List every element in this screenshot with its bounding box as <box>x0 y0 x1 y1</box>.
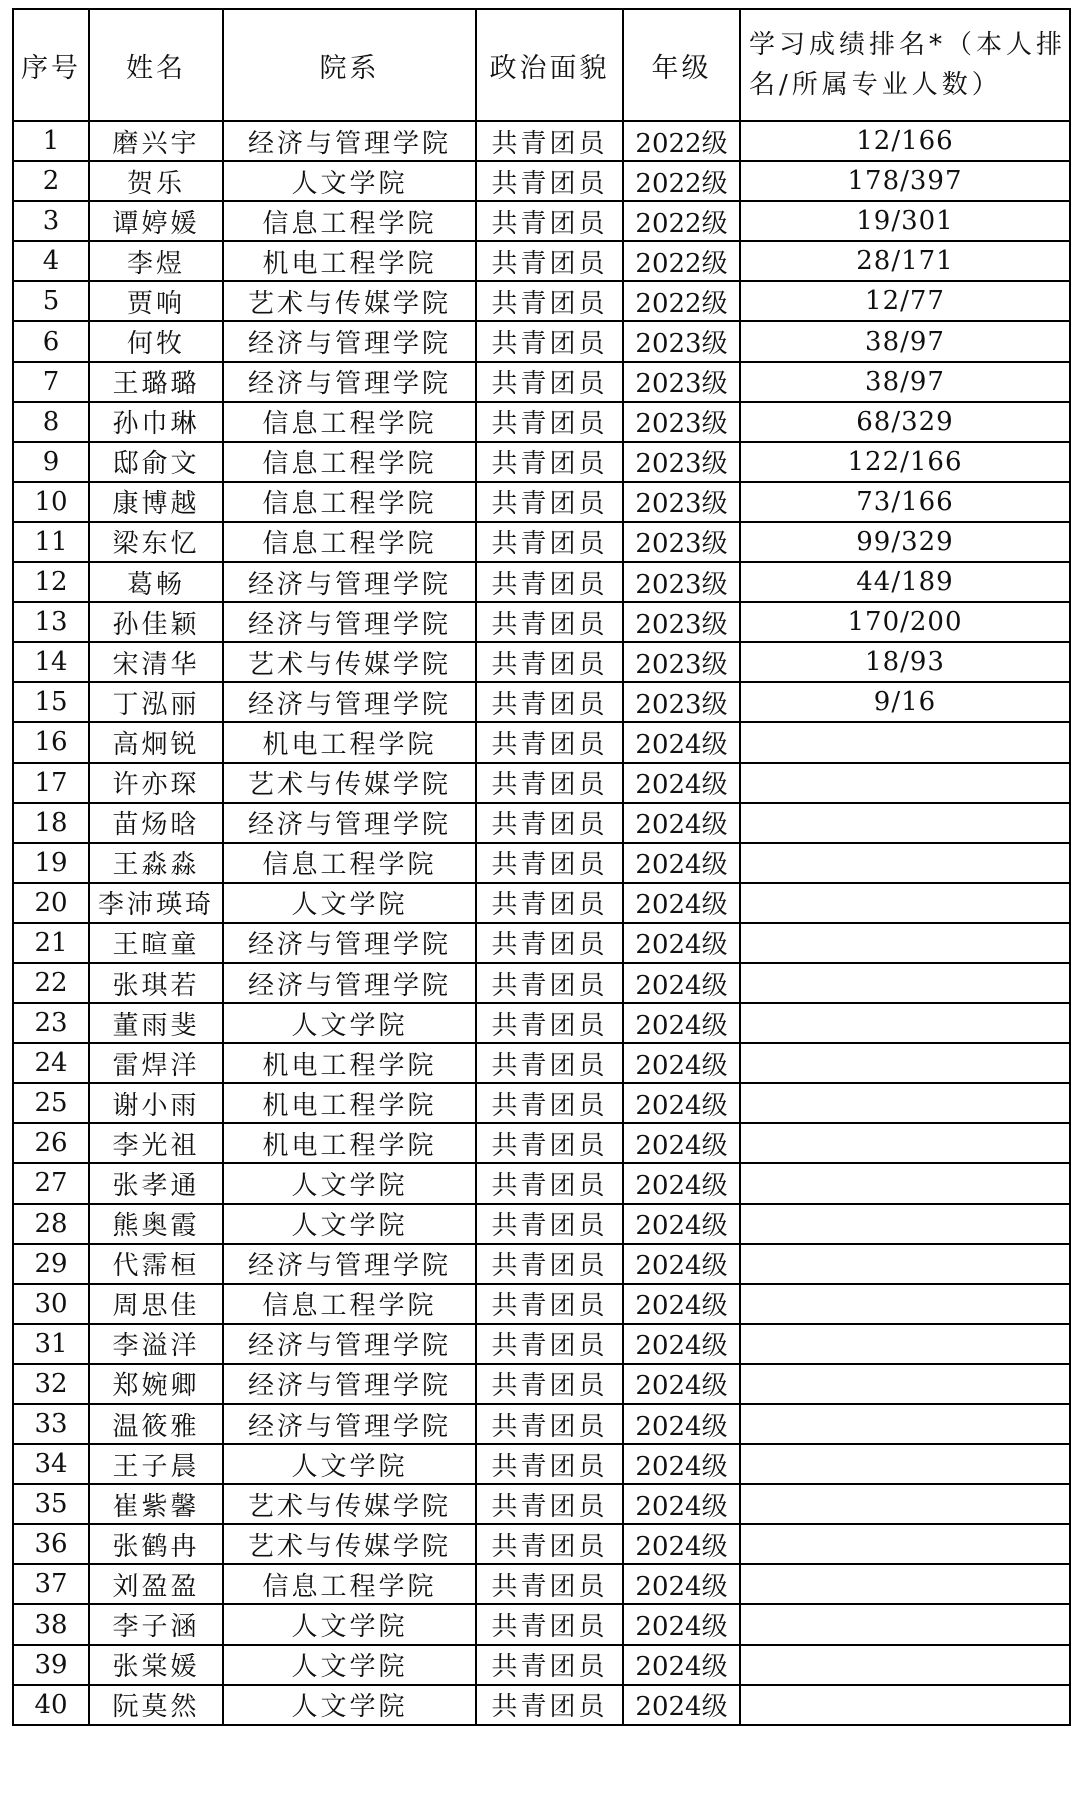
cell-name: 崔紫馨 <box>89 1484 223 1524</box>
table-row <box>13 1163 1070 1203</box>
cell-department: 信息工程学院 <box>223 1284 476 1324</box>
cell-rank: 68/329 <box>740 402 1070 442</box>
cell-grade: 2024级 <box>623 722 740 762</box>
table-row <box>13 1123 1070 1163</box>
cell-rank <box>740 1524 1070 1564</box>
cell-name: 李溢洋 <box>89 1324 223 1364</box>
cell-index: 38 <box>13 1604 89 1644</box>
cell-index: 29 <box>13 1244 89 1284</box>
table-row <box>13 1204 1070 1244</box>
cell-department: 经济与管理学院 <box>223 362 476 402</box>
cell-political-status: 共青团员 <box>476 522 623 562</box>
cell-department: 经济与管理学院 <box>223 803 476 843</box>
table-row <box>13 562 1070 602</box>
table-body <box>13 121 1070 1725</box>
cell-political-status: 共青团员 <box>476 803 623 843</box>
cell-rank: 38/97 <box>740 362 1070 402</box>
table-row <box>13 1685 1070 1725</box>
cell-political-status: 共青团员 <box>476 442 623 482</box>
cell-name: 代霈桓 <box>89 1244 223 1284</box>
cell-index: 18 <box>13 803 89 843</box>
cell-name: 王璐璐 <box>89 362 223 402</box>
table-row <box>13 201 1070 241</box>
cell-political-status: 共青团员 <box>476 1163 623 1203</box>
cell-department: 经济与管理学院 <box>223 1404 476 1444</box>
table-row <box>13 1244 1070 1284</box>
cell-department: 人文学院 <box>223 161 476 201</box>
cell-political-status: 共青团员 <box>476 923 623 963</box>
cell-political-status: 共青团员 <box>476 161 623 201</box>
cell-department: 经济与管理学院 <box>223 321 476 361</box>
cell-index: 37 <box>13 1564 89 1604</box>
table-row <box>13 1444 1070 1484</box>
table-row <box>13 1524 1070 1564</box>
header-rank: 学习成绩排名*（本人排名/所属专业人数） <box>740 9 1070 121</box>
cell-rank <box>740 722 1070 762</box>
cell-rank: 19/301 <box>740 201 1070 241</box>
cell-name: 宋清华 <box>89 642 223 682</box>
cell-index: 30 <box>13 1284 89 1324</box>
cell-grade: 2024级 <box>623 963 740 1003</box>
cell-department: 经济与管理学院 <box>223 121 476 161</box>
cell-grade: 2024级 <box>623 1524 740 1564</box>
cell-rank: 44/189 <box>740 562 1070 602</box>
cell-grade: 2024级 <box>623 923 740 963</box>
cell-name: 丁泓丽 <box>89 682 223 722</box>
table-row <box>13 1083 1070 1123</box>
cell-department: 信息工程学院 <box>223 1564 476 1604</box>
cell-political-status: 共青团员 <box>476 402 623 442</box>
cell-name: 张鹤冉 <box>89 1524 223 1564</box>
table-row <box>13 763 1070 803</box>
cell-index: 1 <box>13 121 89 161</box>
cell-political-status: 共青团员 <box>476 1685 623 1725</box>
cell-rank <box>740 883 1070 923</box>
cell-name: 何牧 <box>89 321 223 361</box>
cell-grade: 2024级 <box>623 1404 740 1444</box>
table-row <box>13 1284 1070 1324</box>
cell-index: 8 <box>13 402 89 442</box>
cell-rank <box>740 1083 1070 1123</box>
table-row <box>13 482 1070 522</box>
table-row <box>13 1404 1070 1444</box>
table-row <box>13 642 1070 682</box>
cell-grade: 2023级 <box>623 442 740 482</box>
cell-political-status: 共青团员 <box>476 1324 623 1364</box>
cell-name: 郑婉卿 <box>89 1364 223 1404</box>
cell-rank <box>740 763 1070 803</box>
cell-index: 10 <box>13 482 89 522</box>
cell-rank: 18/93 <box>740 642 1070 682</box>
cell-index: 35 <box>13 1484 89 1524</box>
table-row <box>13 843 1070 883</box>
cell-political-status: 共青团员 <box>476 883 623 923</box>
table-row <box>13 1003 1070 1043</box>
cell-grade: 2024级 <box>623 843 740 883</box>
cell-grade: 2022级 <box>623 161 740 201</box>
cell-department: 经济与管理学院 <box>223 602 476 642</box>
cell-index: 22 <box>13 963 89 1003</box>
cell-rank: 38/97 <box>740 321 1070 361</box>
table-row <box>13 1324 1070 1364</box>
table-row <box>13 1484 1070 1524</box>
cell-index: 26 <box>13 1123 89 1163</box>
cell-grade: 2023级 <box>623 522 740 562</box>
cell-name: 高炯锐 <box>89 722 223 762</box>
cell-rank: 99/329 <box>740 522 1070 562</box>
cell-grade: 2024级 <box>623 1163 740 1203</box>
cell-name: 康博越 <box>89 482 223 522</box>
cell-grade: 2022级 <box>623 201 740 241</box>
cell-department: 人文学院 <box>223 1685 476 1725</box>
cell-political-status: 共青团员 <box>476 843 623 883</box>
cell-index: 9 <box>13 442 89 482</box>
cell-index: 21 <box>13 923 89 963</box>
cell-rank <box>740 1284 1070 1324</box>
cell-department: 信息工程学院 <box>223 201 476 241</box>
cell-name: 董雨斐 <box>89 1003 223 1043</box>
cell-political-status: 共青团员 <box>476 1244 623 1284</box>
cell-grade: 2023级 <box>623 602 740 642</box>
cell-name: 熊奥霞 <box>89 1204 223 1244</box>
cell-grade: 2024级 <box>623 1123 740 1163</box>
cell-department: 机电工程学院 <box>223 1123 476 1163</box>
cell-name: 苗炀晗 <box>89 803 223 843</box>
cell-political-status: 共青团员 <box>476 1364 623 1404</box>
cell-index: 15 <box>13 682 89 722</box>
cell-grade: 2024级 <box>623 763 740 803</box>
cell-index: 25 <box>13 1083 89 1123</box>
cell-rank <box>740 1043 1070 1083</box>
cell-department: 人文学院 <box>223 883 476 923</box>
table-row <box>13 1564 1070 1604</box>
cell-political-status: 共青团员 <box>476 201 623 241</box>
cell-name: 葛畅 <box>89 562 223 602</box>
cell-grade: 2024级 <box>623 1284 740 1324</box>
cell-department: 机电工程学院 <box>223 241 476 281</box>
cell-department: 经济与管理学院 <box>223 1364 476 1404</box>
table-row <box>13 161 1070 201</box>
cell-name: 刘盈盈 <box>89 1564 223 1604</box>
cell-index: 28 <box>13 1204 89 1244</box>
cell-rank: 28/171 <box>740 241 1070 281</box>
cell-grade: 2023级 <box>623 682 740 722</box>
cell-rank <box>740 1003 1070 1043</box>
cell-political-status: 共青团员 <box>476 682 623 722</box>
cell-index: 7 <box>13 362 89 402</box>
cell-political-status: 共青团员 <box>476 642 623 682</box>
table-header-row <box>13 9 1070 121</box>
cell-grade: 2024级 <box>623 1043 740 1083</box>
cell-grade: 2024级 <box>623 1324 740 1364</box>
cell-index: 36 <box>13 1524 89 1564</box>
cell-grade: 2023级 <box>623 402 740 442</box>
cell-political-status: 共青团员 <box>476 722 623 762</box>
cell-political-status: 共青团员 <box>476 321 623 361</box>
cell-rank: 12/77 <box>740 281 1070 321</box>
cell-rank: 170/200 <box>740 602 1070 642</box>
cell-rank <box>740 1244 1070 1284</box>
cell-grade: 2024级 <box>623 803 740 843</box>
cell-index: 6 <box>13 321 89 361</box>
cell-name: 贺乐 <box>89 161 223 201</box>
cell-department: 信息工程学院 <box>223 522 476 562</box>
table-row <box>13 602 1070 642</box>
cell-department: 机电工程学院 <box>223 1043 476 1083</box>
cell-department: 人文学院 <box>223 1163 476 1203</box>
cell-name: 孙巾琳 <box>89 402 223 442</box>
cell-grade: 2024级 <box>623 883 740 923</box>
cell-grade: 2024级 <box>623 1444 740 1484</box>
cell-rank <box>740 1324 1070 1364</box>
cell-political-status: 共青团员 <box>476 281 623 321</box>
cell-political-status: 共青团员 <box>476 562 623 602</box>
cell-index: 17 <box>13 763 89 803</box>
cell-rank <box>740 1484 1070 1524</box>
header-grade: 年级 <box>623 9 740 121</box>
cell-index: 31 <box>13 1324 89 1364</box>
cell-index: 23 <box>13 1003 89 1043</box>
cell-name: 张棠媛 <box>89 1645 223 1685</box>
cell-rank: 122/166 <box>740 442 1070 482</box>
cell-department: 机电工程学院 <box>223 1083 476 1123</box>
cell-department: 经济与管理学院 <box>223 923 476 963</box>
cell-grade: 2023级 <box>623 321 740 361</box>
cell-grade: 2024级 <box>623 1204 740 1244</box>
cell-rank <box>740 1685 1070 1725</box>
cell-grade: 2024级 <box>623 1604 740 1644</box>
cell-grade: 2024级 <box>623 1244 740 1284</box>
cell-name: 张孝通 <box>89 1163 223 1203</box>
cell-name: 雷焊洋 <box>89 1043 223 1083</box>
cell-index: 40 <box>13 1685 89 1725</box>
cell-index: 14 <box>13 642 89 682</box>
cell-index: 27 <box>13 1163 89 1203</box>
cell-rank <box>740 1404 1070 1444</box>
cell-rank <box>740 1204 1070 1244</box>
header-political-status: 政治面貌 <box>476 9 623 121</box>
cell-index: 11 <box>13 522 89 562</box>
table-row <box>13 121 1070 161</box>
cell-rank: 9/16 <box>740 682 1070 722</box>
cell-political-status: 共青团员 <box>476 1284 623 1324</box>
cell-name: 孙佳颖 <box>89 602 223 642</box>
table-row <box>13 241 1070 281</box>
cell-political-status: 共青团员 <box>476 1083 623 1123</box>
cell-political-status: 共青团员 <box>476 1524 623 1564</box>
cell-name: 温筱雅 <box>89 1404 223 1444</box>
cell-rank <box>740 1604 1070 1644</box>
cell-department: 人文学院 <box>223 1645 476 1685</box>
cell-grade: 2024级 <box>623 1564 740 1604</box>
cell-name: 王淼淼 <box>89 843 223 883</box>
cell-department: 艺术与传媒学院 <box>223 1524 476 1564</box>
cell-political-status: 共青团员 <box>476 1444 623 1484</box>
table-row <box>13 883 1070 923</box>
cell-political-status: 共青团员 <box>476 1123 623 1163</box>
cell-political-status: 共青团员 <box>476 1204 623 1244</box>
table-row <box>13 1364 1070 1404</box>
table-row <box>13 1645 1070 1685</box>
cell-department: 信息工程学院 <box>223 843 476 883</box>
cell-grade: 2024级 <box>623 1364 740 1404</box>
table-row <box>13 722 1070 762</box>
cell-index: 39 <box>13 1645 89 1685</box>
cell-index: 12 <box>13 562 89 602</box>
cell-index: 16 <box>13 722 89 762</box>
table-row <box>13 1043 1070 1083</box>
cell-grade: 2024级 <box>623 1645 740 1685</box>
cell-index: 20 <box>13 883 89 923</box>
cell-grade: 2022级 <box>623 121 740 161</box>
cell-name: 周思佳 <box>89 1284 223 1324</box>
cell-department: 经济与管理学院 <box>223 963 476 1003</box>
cell-department: 艺术与传媒学院 <box>223 642 476 682</box>
cell-department: 人文学院 <box>223 1444 476 1484</box>
cell-index: 3 <box>13 201 89 241</box>
cell-rank <box>740 1123 1070 1163</box>
cell-rank <box>740 843 1070 883</box>
cell-grade: 2023级 <box>623 642 740 682</box>
cell-index: 2 <box>13 161 89 201</box>
cell-department: 艺术与传媒学院 <box>223 1484 476 1524</box>
cell-political-status: 共青团员 <box>476 1404 623 1444</box>
cell-rank <box>740 1444 1070 1484</box>
cell-political-status: 共青团员 <box>476 482 623 522</box>
table-row <box>13 963 1070 1003</box>
cell-political-status: 共青团员 <box>476 362 623 402</box>
header-name: 姓名 <box>89 9 223 121</box>
cell-index: 13 <box>13 602 89 642</box>
cell-department: 信息工程学院 <box>223 482 476 522</box>
cell-rank: 178/397 <box>740 161 1070 201</box>
cell-political-status: 共青团员 <box>476 1564 623 1604</box>
cell-name: 梁东忆 <box>89 522 223 562</box>
cell-grade: 2024级 <box>623 1484 740 1524</box>
cell-political-status: 共青团员 <box>476 241 623 281</box>
cell-name: 磨兴宇 <box>89 121 223 161</box>
cell-department: 经济与管理学院 <box>223 682 476 722</box>
table-row <box>13 442 1070 482</box>
cell-name: 阮莫然 <box>89 1685 223 1725</box>
cell-political-status: 共青团员 <box>476 1043 623 1083</box>
cell-rank <box>740 1564 1070 1604</box>
cell-index: 5 <box>13 281 89 321</box>
cell-name: 李煜 <box>89 241 223 281</box>
cell-rank <box>740 1645 1070 1685</box>
cell-rank <box>740 923 1070 963</box>
cell-department: 机电工程学院 <box>223 722 476 762</box>
cell-department: 经济与管理学院 <box>223 1244 476 1284</box>
cell-grade: 2024级 <box>623 1003 740 1043</box>
cell-name: 李光祖 <box>89 1123 223 1163</box>
table-row <box>13 1604 1070 1644</box>
cell-department: 经济与管理学院 <box>223 1324 476 1364</box>
cell-grade: 2023级 <box>623 362 740 402</box>
cell-political-status: 共青团员 <box>476 121 623 161</box>
table-row <box>13 321 1070 361</box>
cell-grade: 2022级 <box>623 281 740 321</box>
table-row <box>13 362 1070 402</box>
cell-grade: 2024级 <box>623 1083 740 1123</box>
cell-political-status: 共青团员 <box>476 1645 623 1685</box>
table-row <box>13 281 1070 321</box>
cell-rank <box>740 1163 1070 1203</box>
cell-name: 谭婷媛 <box>89 201 223 241</box>
cell-name: 贾响 <box>89 281 223 321</box>
table-row <box>13 682 1070 722</box>
cell-department: 经济与管理学院 <box>223 562 476 602</box>
cell-department: 人文学院 <box>223 1604 476 1644</box>
cell-name: 李沛瑛琦 <box>89 883 223 923</box>
cell-index: 19 <box>13 843 89 883</box>
cell-name: 张琪若 <box>89 963 223 1003</box>
cell-political-status: 共青团员 <box>476 963 623 1003</box>
cell-political-status: 共青团员 <box>476 1484 623 1524</box>
cell-grade: 2022级 <box>623 241 740 281</box>
table-row <box>13 803 1070 843</box>
cell-rank: 73/166 <box>740 482 1070 522</box>
cell-grade: 2024级 <box>623 1685 740 1725</box>
table-row <box>13 402 1070 442</box>
cell-rank <box>740 803 1070 843</box>
cell-rank <box>740 963 1070 1003</box>
cell-department: 艺术与传媒学院 <box>223 763 476 803</box>
cell-department: 信息工程学院 <box>223 402 476 442</box>
cell-department: 人文学院 <box>223 1204 476 1244</box>
cell-department: 艺术与传媒学院 <box>223 281 476 321</box>
cell-index: 32 <box>13 1364 89 1404</box>
table-row <box>13 923 1070 963</box>
cell-index: 33 <box>13 1404 89 1444</box>
cell-name: 谢小雨 <box>89 1083 223 1123</box>
student-list-table <box>12 8 1071 1726</box>
cell-name: 邸俞文 <box>89 442 223 482</box>
cell-political-status: 共青团员 <box>476 1003 623 1043</box>
cell-name: 许亦琛 <box>89 763 223 803</box>
cell-rank <box>740 1364 1070 1404</box>
table-row <box>13 522 1070 562</box>
cell-index: 34 <box>13 1444 89 1484</box>
cell-department: 人文学院 <box>223 1003 476 1043</box>
cell-political-status: 共青团员 <box>476 602 623 642</box>
cell-department: 信息工程学院 <box>223 442 476 482</box>
cell-grade: 2023级 <box>623 482 740 522</box>
cell-rank: 12/166 <box>740 121 1070 161</box>
cell-political-status: 共青团员 <box>476 1604 623 1644</box>
header-index: 序号 <box>13 9 89 121</box>
cell-name: 王子晨 <box>89 1444 223 1484</box>
cell-index: 4 <box>13 241 89 281</box>
cell-name: 李子涵 <box>89 1604 223 1644</box>
header-department: 院系 <box>223 9 476 121</box>
cell-grade: 2023级 <box>623 562 740 602</box>
cell-name: 王暄童 <box>89 923 223 963</box>
cell-index: 24 <box>13 1043 89 1083</box>
cell-political-status: 共青团员 <box>476 763 623 803</box>
